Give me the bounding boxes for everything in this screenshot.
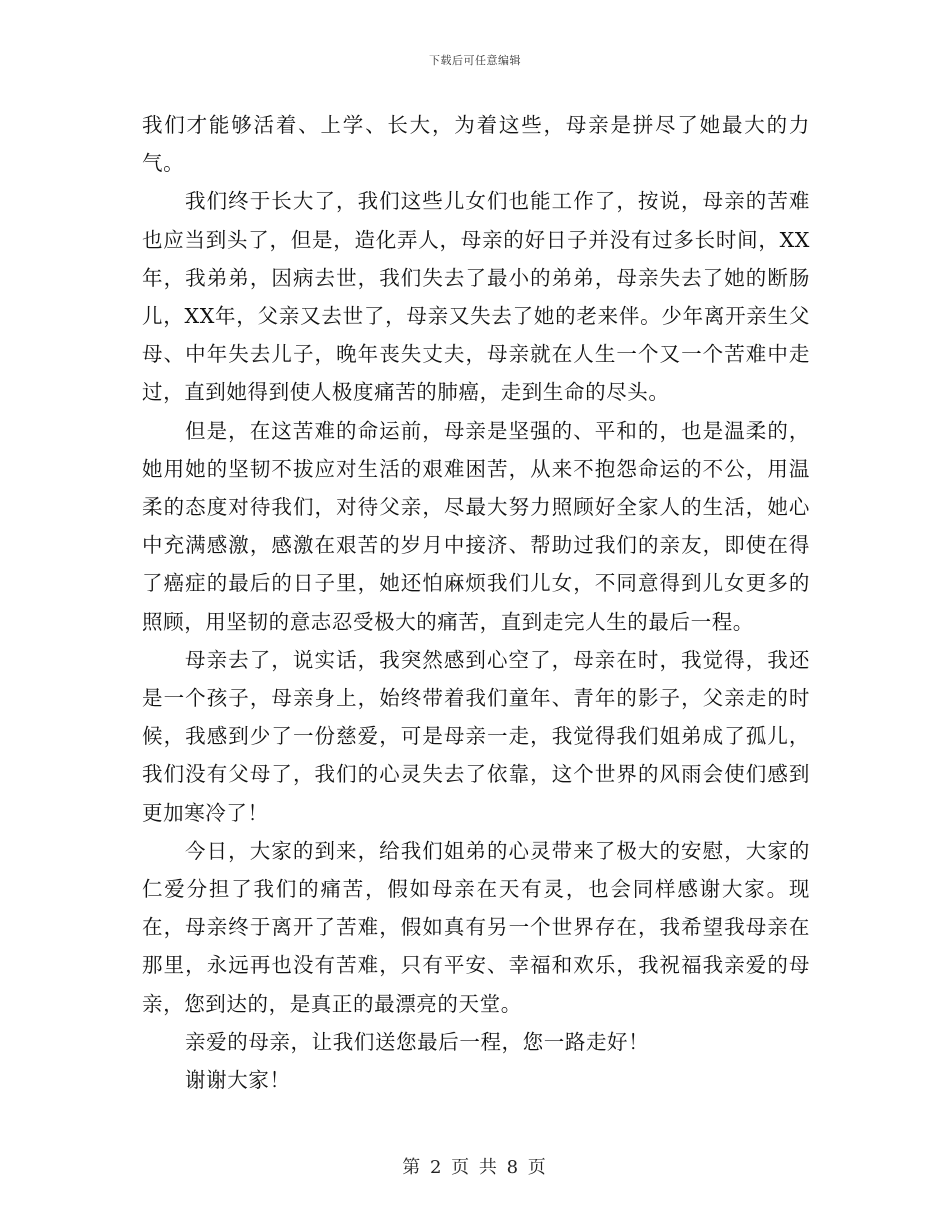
page-header: 下载后可任意编辑 [429, 54, 521, 67]
paragraph-hardship: 我们终于长大了，我们这些儿女们也能工作了，按说，母亲的苦难也应当到头了，但是，造化弄人，母亲的好日子并没有过多长时间，XX年，我弟弟，因病去世，我们失去了最小的弟弟，母亲失去了她的断肠儿，XX年，父亲又去世了，母亲又失去了她的老来伴。少年离开亲生父母、中年失去儿子，晚年丧失丈夫，母亲就在人生一个又一个苦难中走过，直到她得到使人极度痛苦的肺癌，走到生命的尽头。 [142, 189, 810, 405]
paragraph-character: 但是，在这苦难的命运前，母亲是坚强的、平和的，也是温柔的，她用她的坚韧不拔应对生活的艰难困苦，从来不抱怨命运的不公，用温柔的态度对待我们，对待父亲，尽最大努力照顾好全家人的生活，她心中充满感激，感激在艰苦的岁月中接济、帮助过我们的亲友，即使在得了癌症的最后的日子里，她还怕麻烦我们儿女，不同意得到儿女更多的照顾，用坚韧的意志忍受极大的痛苦，直到走完人生的最后一程。 [142, 418, 810, 634]
document-body [142, 106, 810, 1099]
paragraph-continuation: 我们才能够活着、上学、长大，为着这些，母亲是拼尽了她最大的力气。 [142, 113, 810, 176]
paragraph-farewell: 亲爱的母亲，让我们送您最后一程，您一路走好！ [185, 1029, 650, 1054]
paragraph-thanks: 谢谢大家！ [185, 1068, 291, 1093]
page-number-footer: 第 2 页 共 8 页 [402, 1157, 548, 1178]
paragraph-loss: 母亲去了，说实话，我突然感到心空了，母亲在时，我觉得，我还是一个孩子，母亲身上，始终带着我们童年、青年的影子，父亲走的时候，我感到少了一份慈爱，可是母亲一走，我觉得我们姐弟成了孤儿，我们没有父母了，我们的心灵失去了依靠，这个世界的风雨会使们感到更加寒冷了！ [142, 647, 810, 825]
paragraph-gratitude: 今日，大家的到来，给我们姐弟的心灵带来了极大的安慰，大家的仁爱分担了我们的痛苦，假如母亲在天有灵，也会同样感谢大家。现在，母亲终于离开了苦难，假如真有另一个世界存在，我希望我母亲在那里，永远再也没有苦难，只有平安、幸福和欢乐，我祝福我亲爱的母亲，您到达的，是真正的最漂亮的天堂。 [142, 838, 810, 1016]
